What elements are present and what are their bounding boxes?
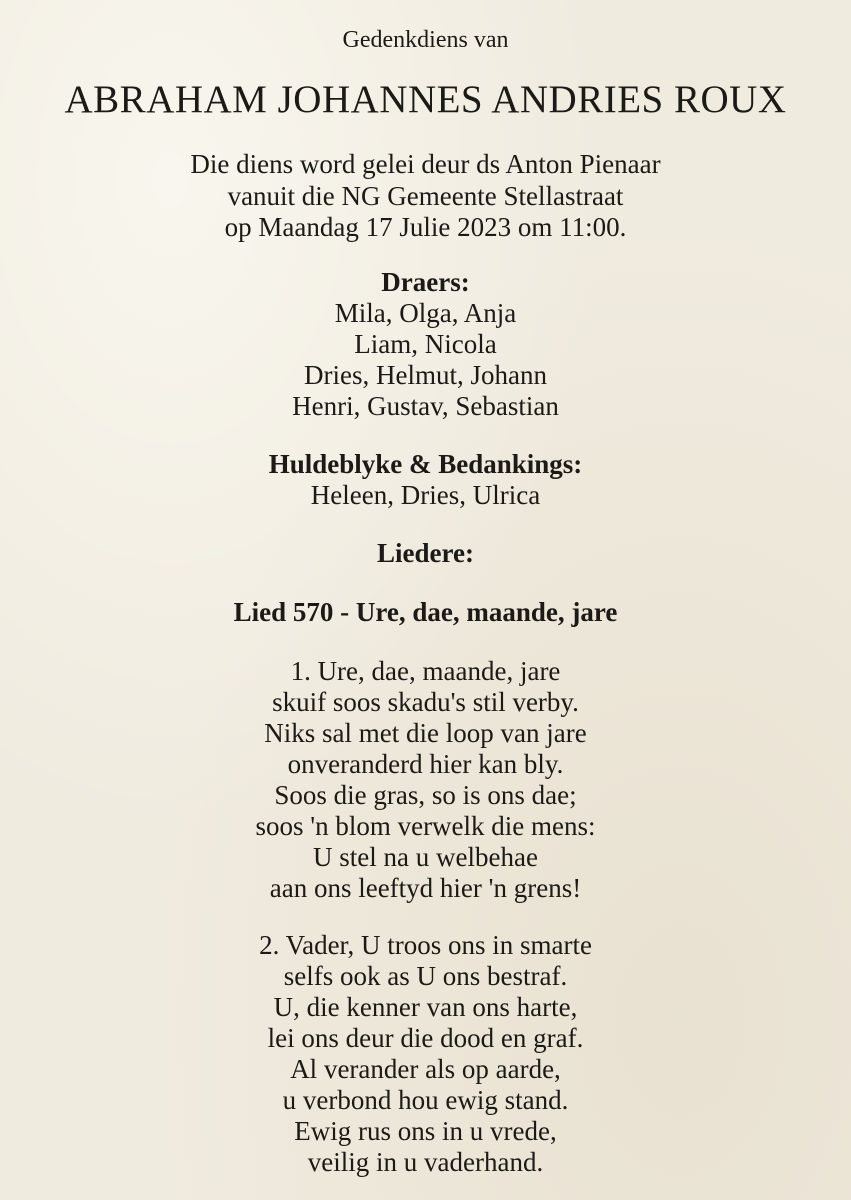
verse-line: Soos die gras, so is ons dae; xyxy=(274,780,577,810)
service-line: Die diens word gelei deur ds Anton Pienaar xyxy=(190,149,661,179)
pallbearers-heading: Draers: xyxy=(381,267,470,297)
verse-line: veilig in u vaderhand. xyxy=(307,1147,544,1177)
verse-line: U stel na u welbehae xyxy=(313,842,538,872)
verse-line: lei ons deur die dood en graf. xyxy=(267,1023,584,1053)
song-title: Lied 570 - Ure, dae, maande, jare xyxy=(233,597,618,627)
verse-line: Niks sal met die loop van jare xyxy=(264,718,587,748)
pallbearers-line: Mila, Olga, Anja xyxy=(334,298,517,328)
verse-line: 2. Vader, U troos ons in smarte xyxy=(259,930,592,960)
pallbearers-line: Liam, Nicola xyxy=(354,329,497,359)
songs-heading: Liedere: xyxy=(377,538,474,568)
pallbearers-line: Henri, Gustav, Sebastian xyxy=(292,391,559,421)
verse-line: Ewig rus ons in u vrede, xyxy=(294,1116,557,1146)
verse-line: skuif soos skadu's stil verby. xyxy=(272,687,579,717)
service-line: op Maandag 17 Julie 2023 om 11:00. xyxy=(224,212,627,242)
deceased-name-title: ABRAHAM JOHANNES ANDRIES ROUX xyxy=(64,78,787,121)
verse-line: 1. Ure, dae, maande, jare xyxy=(290,656,561,686)
tributes-names: Heleen, Dries, Ulrica xyxy=(310,480,541,510)
verse-line: onveranderd hier kan bly. xyxy=(287,749,564,779)
verse-line: aan ons leeftyd hier 'n grens! xyxy=(269,873,582,903)
verse-line: soos 'n blom verwelk die mens: xyxy=(255,811,596,841)
verse-line: selfs ook as U ons bestraf. xyxy=(283,961,568,991)
tributes-heading: Huldeblyke & Bedankings: xyxy=(268,449,583,479)
verse-line: u verbond hou ewig stand. xyxy=(282,1085,569,1115)
service-line: vanuit die NG Gemeente Stellastraat xyxy=(227,181,624,211)
verse-line: U, die kenner van ons harte, xyxy=(273,992,578,1022)
verse-line: Al verander als op aarde, xyxy=(290,1054,561,1084)
pallbearers-line: Dries, Helmut, Johann xyxy=(304,360,547,390)
intro-text: Gedenkdiens van xyxy=(342,27,509,53)
